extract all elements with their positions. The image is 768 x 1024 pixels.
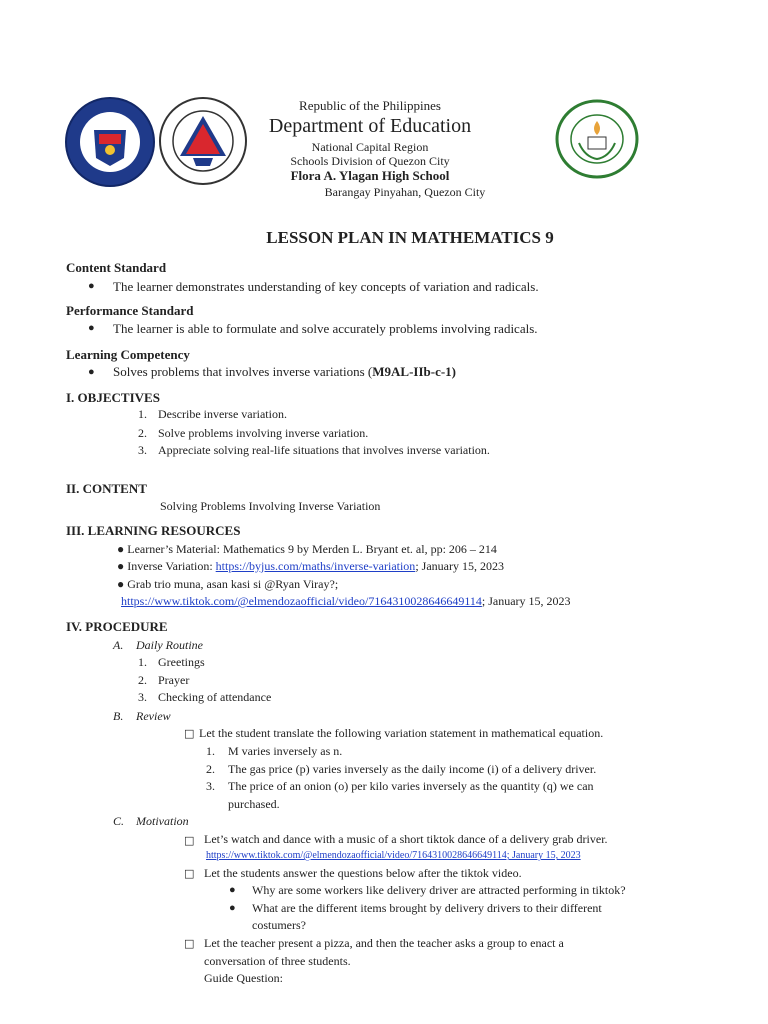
review-number: 2. bbox=[206, 762, 215, 776]
section-b-label: B. bbox=[113, 709, 124, 723]
resource-label: ● Inverse Variation: bbox=[117, 559, 216, 573]
bullet-icon: ● bbox=[88, 366, 95, 378]
objectives-heading: I. OBJECTIVES bbox=[66, 390, 160, 405]
content-heading: II. CONTENT bbox=[66, 481, 147, 496]
deped-seal-logo bbox=[64, 96, 156, 188]
competency-code: M9AL-IIb-c-1) bbox=[372, 364, 456, 379]
resource-item-byjus bbox=[117, 559, 504, 574]
review-item: The gas price (p) varies inversely as the daily income (i) of a delivery driver. bbox=[228, 762, 597, 776]
department-title: Department of Education bbox=[268, 115, 472, 137]
objective-item: Solve problems involving inverse variation. bbox=[158, 426, 369, 440]
content-text: Solving Problems Involving Inverse Variation bbox=[160, 499, 381, 513]
learning-competency-heading: Learning Competency bbox=[66, 347, 190, 362]
routine-number: 2. bbox=[138, 673, 147, 687]
barangay-line: Barangay Pinyahan, Quezon City bbox=[324, 185, 486, 199]
bullet-icon: ● bbox=[229, 884, 236, 896]
motivation-question: Why are some workers like delivery driver are attracted performing in tiktok? bbox=[252, 883, 626, 897]
tiktok-link[interactable]: https://www.tiktok.com/@elmendozaofficial/video/7164310028646649114 bbox=[121, 594, 482, 608]
sdo-quezon-city-logo bbox=[158, 96, 248, 186]
republic-line: Republic of the Philippines bbox=[299, 98, 441, 113]
routine-item: Checking of attendance bbox=[158, 690, 272, 704]
motivation-question-continued: costumers? bbox=[252, 918, 306, 932]
lesson-plan-title: LESSON PLAN IN MATHEMATICS 9 bbox=[266, 228, 554, 247]
content-standard-heading: Content Standard bbox=[66, 260, 167, 275]
routine-item: Greetings bbox=[158, 655, 205, 669]
motivation-item-questions: Let the students answer the questions below after the tiktok video. bbox=[204, 866, 522, 880]
objective-number: 3. bbox=[138, 443, 147, 457]
motivation-title: Motivation bbox=[136, 814, 189, 828]
motivation-item-pizza: Let the teacher present a pizza, and then the teacher asks a group to enact a bbox=[204, 936, 564, 950]
motivation-question: What are the different items brought by delivery drivers to their different bbox=[252, 901, 602, 915]
section-c-label: C. bbox=[113, 814, 125, 828]
guide-question-label: Guide Question: bbox=[204, 971, 283, 985]
routine-item: Prayer bbox=[158, 673, 190, 687]
routine-number: 1. bbox=[138, 655, 147, 669]
resource-tiktok-line bbox=[121, 594, 571, 609]
section-a-label: A. bbox=[113, 638, 124, 652]
review-item-continued: purchased. bbox=[228, 797, 280, 811]
bullet-icon: ● bbox=[88, 322, 95, 334]
box-icon: □ bbox=[184, 727, 195, 740]
performance-standard-heading: Performance Standard bbox=[66, 303, 194, 318]
competency-text: Solves problems that involves inverse variations ( bbox=[113, 364, 373, 379]
daily-routine-title: Daily Routine bbox=[136, 638, 203, 652]
resource-date: ; January 15, 2023 bbox=[481, 594, 571, 608]
box-icon: □ bbox=[184, 834, 195, 847]
learning-resources-heading: III. LEARNING RESOURCES bbox=[66, 523, 241, 538]
review-item: The price of an onion (o) per kilo varies inversely as the quantity (q) we can bbox=[228, 779, 594, 793]
school-name: Flora A. Ylagan High School bbox=[290, 168, 450, 183]
learning-competency-item bbox=[113, 364, 456, 380]
bullet-icon: ● bbox=[229, 902, 236, 914]
resource-item-lm: ● Learner’s Material: Mathematics 9 by Merden L. Bryant et. al, pp: 206 – 214 bbox=[117, 542, 497, 556]
objective-number: 2. bbox=[138, 426, 147, 440]
byjus-link[interactable]: https://byjus.com/maths/inverse-variation bbox=[215, 559, 416, 573]
review-number: 1. bbox=[206, 744, 215, 758]
review-instruction: Let the student translate the following variation statement in mathematical equation. bbox=[199, 726, 604, 740]
review-item: M varies inversely as n. bbox=[228, 744, 343, 758]
division-line: Schools Division of Quezon City bbox=[290, 154, 450, 168]
routine-number: 3. bbox=[138, 690, 147, 704]
review-number: 3. bbox=[206, 779, 215, 793]
region-line: National Capital Region bbox=[311, 140, 429, 154]
objective-item: Appreciate solving real-life situations that involves inverse variation. bbox=[158, 443, 490, 457]
resource-item-tiktok: ● Grab trio muna, asan kasi si @Ryan Viray?; bbox=[117, 577, 339, 591]
review-title: Review bbox=[136, 709, 171, 723]
objective-item: Describe inverse variation. bbox=[158, 407, 287, 421]
objective-number: 1. bbox=[138, 407, 147, 421]
motivation-item-pizza-continued: conversation of three students. bbox=[204, 954, 351, 968]
box-icon: □ bbox=[184, 937, 195, 950]
resource-date: ; January 15, 2023 bbox=[415, 559, 504, 573]
box-icon: □ bbox=[184, 867, 195, 880]
motivation-tiktok-link[interactable]: https://www.tiktok.com/@elmendozaofficial/video/7164310028646649114; January 15, 2023 bbox=[206, 850, 581, 861]
procedure-heading: IV. PROCEDURE bbox=[66, 619, 168, 634]
motivation-item-dance: Let’s watch and dance with a music of a short tiktok dance of a delivery grab driver. bbox=[204, 832, 608, 846]
flora-ylagan-hs-logo bbox=[555, 99, 639, 179]
performance-standard-item: The learner is able to formulate and solve accurately problems involving radicals. bbox=[113, 321, 538, 336]
bullet-icon: ● bbox=[88, 280, 95, 292]
content-standard-item: The learner demonstrates understanding of key concepts of variation and radicals. bbox=[113, 279, 539, 294]
